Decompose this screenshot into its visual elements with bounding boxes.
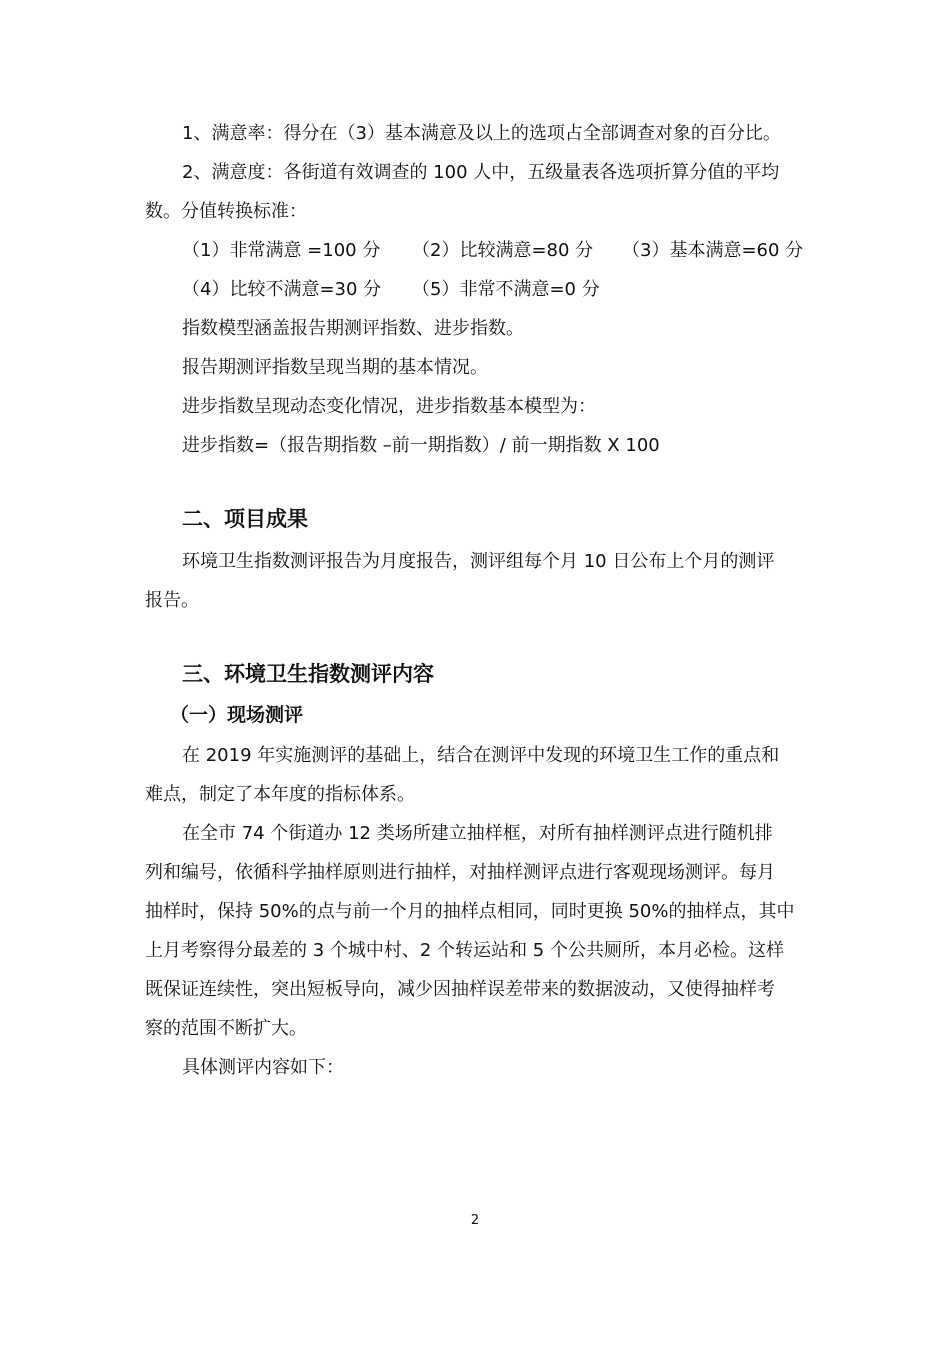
section-3-paragraph-2-line-2: 列和编号，依循科学抽样原则进行抽样，对抽样测评点进行客观现场测评。每月 [145, 862, 775, 883]
section-3-paragraph-2: 在全市 74 个街道办 12 类场所建立抽样框，对所有抽样测评点进行随机排 [182, 823, 773, 844]
section-2-paragraph-cont: 报告。 [145, 590, 199, 611]
section-3-paragraph-3: 具体测评内容如下： [182, 1057, 344, 1078]
index-model-paragraph: 指数模型涵盖报告期测评指数、进步指数。 [182, 318, 524, 339]
section-2-heading: 二、项目成果 [182, 507, 308, 531]
subsection-1-heading: （一）现场测评 [170, 704, 304, 726]
section-3-paragraph-2-line-3: 抽样时，保持 50%的点与前一个月的抽样点相同，同时更换 50%的抽样点，其中 [145, 901, 795, 922]
reporting-index-paragraph: 报告期测评指数呈现当期的基本情况。 [182, 357, 488, 378]
section-3-paragraph-1: 在 2019 年实施测评的基础上，结合在测评中发现的环境卫生工作的重点和 [182, 745, 780, 766]
satisfaction-degree-definition-cont: 数。分值转换标准： [145, 201, 307, 222]
scale-very-satisfied: （1）非常满意 =100 分 [182, 240, 381, 261]
section-3-paragraph-1-cont: 难点，制定了本年度的指标体系。 [145, 784, 415, 805]
scale-basically-satisfied: （3）基本满意=60 分 [622, 240, 804, 261]
section-3-paragraph-2-line-4: 上月考察得分最差的 3 个城中村、2 个转运站和 5 个公共厕所，本月必检。这样 [145, 940, 784, 961]
section-3-paragraph-2-line-5: 既保证连续性，突出短板导向，减少因抽样误差带来的数据波动，又使得抽样考 [145, 979, 775, 1000]
section-3-paragraph-2-line-6: 察的范围不断扩大。 [145, 1018, 307, 1039]
scale-fairly-satisfied: （2）比较满意=80 分 [412, 240, 594, 261]
scale-very-dissatisfied: （5）非常不满意=0 分 [412, 279, 600, 300]
satisfaction-degree-definition: 2、满意度：各街道有效调查的 100 人中，五级量表各选项折算分值的平均 [182, 162, 780, 183]
scale-fairly-dissatisfied: （4）比较不满意=30 分 [182, 279, 382, 300]
satisfaction-rate-definition: 1、满意率：得分在（3）基本满意及以上的选项占全部调查对象的百分比。 [182, 123, 781, 144]
section-3-heading: 三、环境卫生指数测评内容 [182, 662, 434, 686]
progress-index-paragraph: 进步指数呈现动态变化情况，进步指数基本模型为： [182, 396, 596, 417]
section-2-paragraph: 环境卫生指数测评报告为月度报告，测评组每个月 10 日公布上个月的测评 [182, 551, 775, 572]
progress-index-formula: 进步指数=（报告期指数 –前一期指数）/ 前一期指数 X 100 [182, 435, 660, 456]
page-number: 2 [470, 1213, 480, 1228]
